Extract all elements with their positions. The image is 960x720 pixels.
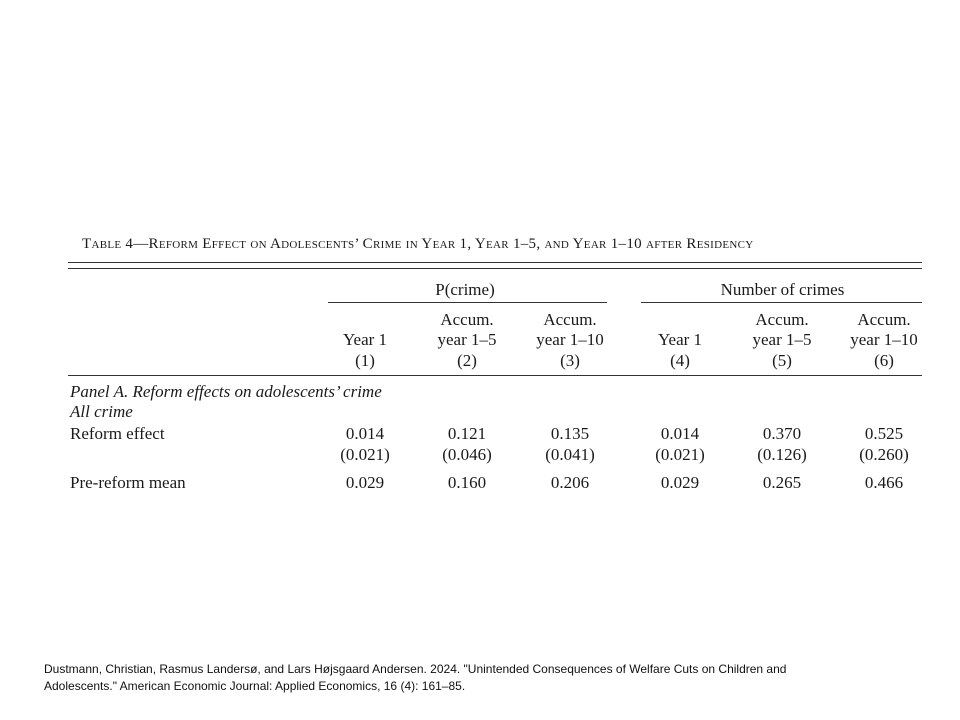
col4-number: (4) bbox=[670, 351, 690, 370]
citation-line-2: Adolescents." American Economic Journal: Applied Economics, 16 (4): 161–85. bbox=[44, 679, 466, 693]
col2-number: (2) bbox=[457, 351, 477, 370]
group-rule-pcrime bbox=[328, 302, 607, 303]
reform-effect-col4: 0.014 bbox=[660, 424, 700, 443]
col5-line2: year 1–5 bbox=[752, 330, 812, 349]
row-label-reform-effect: Reform effect bbox=[70, 424, 165, 443]
group-header-pcrime: P(crime) bbox=[435, 280, 495, 299]
reform-effect-col3: 0.135 bbox=[550, 424, 590, 443]
row-label-pre-reform-mean: Pre-reform mean bbox=[70, 473, 186, 492]
reform-effect-se-col6: (0.260) bbox=[859, 445, 909, 464]
header-bottom-rule bbox=[68, 375, 922, 376]
pre-reform-mean-col6: 0.466 bbox=[864, 473, 904, 492]
table-title-dash: — bbox=[133, 236, 149, 252]
col4-line2: Year 1 bbox=[657, 330, 703, 349]
top-rule-1 bbox=[68, 262, 922, 263]
citation bbox=[44, 661, 924, 695]
reform-effect-se-col4: (0.021) bbox=[655, 445, 705, 464]
panel-a-subheading: All crime bbox=[70, 402, 133, 421]
group-header-number-of-crimes: Number of crimes bbox=[720, 280, 845, 299]
panel-a-heading: Panel A. Reform effects on adolescents’ crime bbox=[70, 382, 382, 401]
table-title bbox=[82, 236, 922, 253]
reform-effect-col5: 0.370 bbox=[762, 424, 802, 443]
top-rule-2 bbox=[68, 268, 922, 269]
table-title-rest: Reform Effect on Adolescents’ Crime in Year 1, Year 1–5, and Year 1–10 after Residency bbox=[148, 236, 754, 252]
table-title-prefix: Table 4 bbox=[82, 236, 134, 252]
col3-line2: year 1–10 bbox=[536, 330, 604, 349]
col2-line1: Accum. bbox=[440, 310, 494, 329]
col1-number: (1) bbox=[355, 351, 375, 370]
col6-line1: Accum. bbox=[857, 310, 911, 329]
reform-effect-col1: 0.014 bbox=[345, 424, 385, 443]
pre-reform-mean-col3: 0.206 bbox=[550, 473, 590, 492]
reform-effect-se-col5: (0.126) bbox=[757, 445, 807, 464]
reform-effect-se-col1: (0.021) bbox=[340, 445, 390, 464]
pre-reform-mean-col4: 0.029 bbox=[660, 473, 700, 492]
citation-line-1: Dustmann, Christian, Rasmus Landersø, and Lars Højsgaard Andersen. 2024. "Unintended Consequences of Welfare Cuts on Children and bbox=[44, 662, 787, 676]
pre-reform-mean-col2: 0.160 bbox=[447, 473, 487, 492]
col3-line1: Accum. bbox=[543, 310, 597, 329]
col6-number: (6) bbox=[874, 351, 894, 370]
group-rule-number bbox=[641, 302, 922, 303]
col1-line2: Year 1 bbox=[342, 330, 388, 349]
col5-number: (5) bbox=[772, 351, 792, 370]
col5-line1: Accum. bbox=[755, 310, 809, 329]
col6-line2: year 1–10 bbox=[850, 330, 918, 349]
col3-number: (3) bbox=[560, 351, 580, 370]
pre-reform-mean-col1: 0.029 bbox=[345, 473, 385, 492]
pre-reform-mean-col5: 0.265 bbox=[762, 473, 802, 492]
reform-effect-se-col3: (0.041) bbox=[545, 445, 595, 464]
reform-effect-col2: 0.121 bbox=[447, 424, 487, 443]
col2-line2: year 1–5 bbox=[437, 330, 497, 349]
reform-effect-se-col2: (0.046) bbox=[442, 445, 492, 464]
reform-effect-col6: 0.525 bbox=[864, 424, 904, 443]
